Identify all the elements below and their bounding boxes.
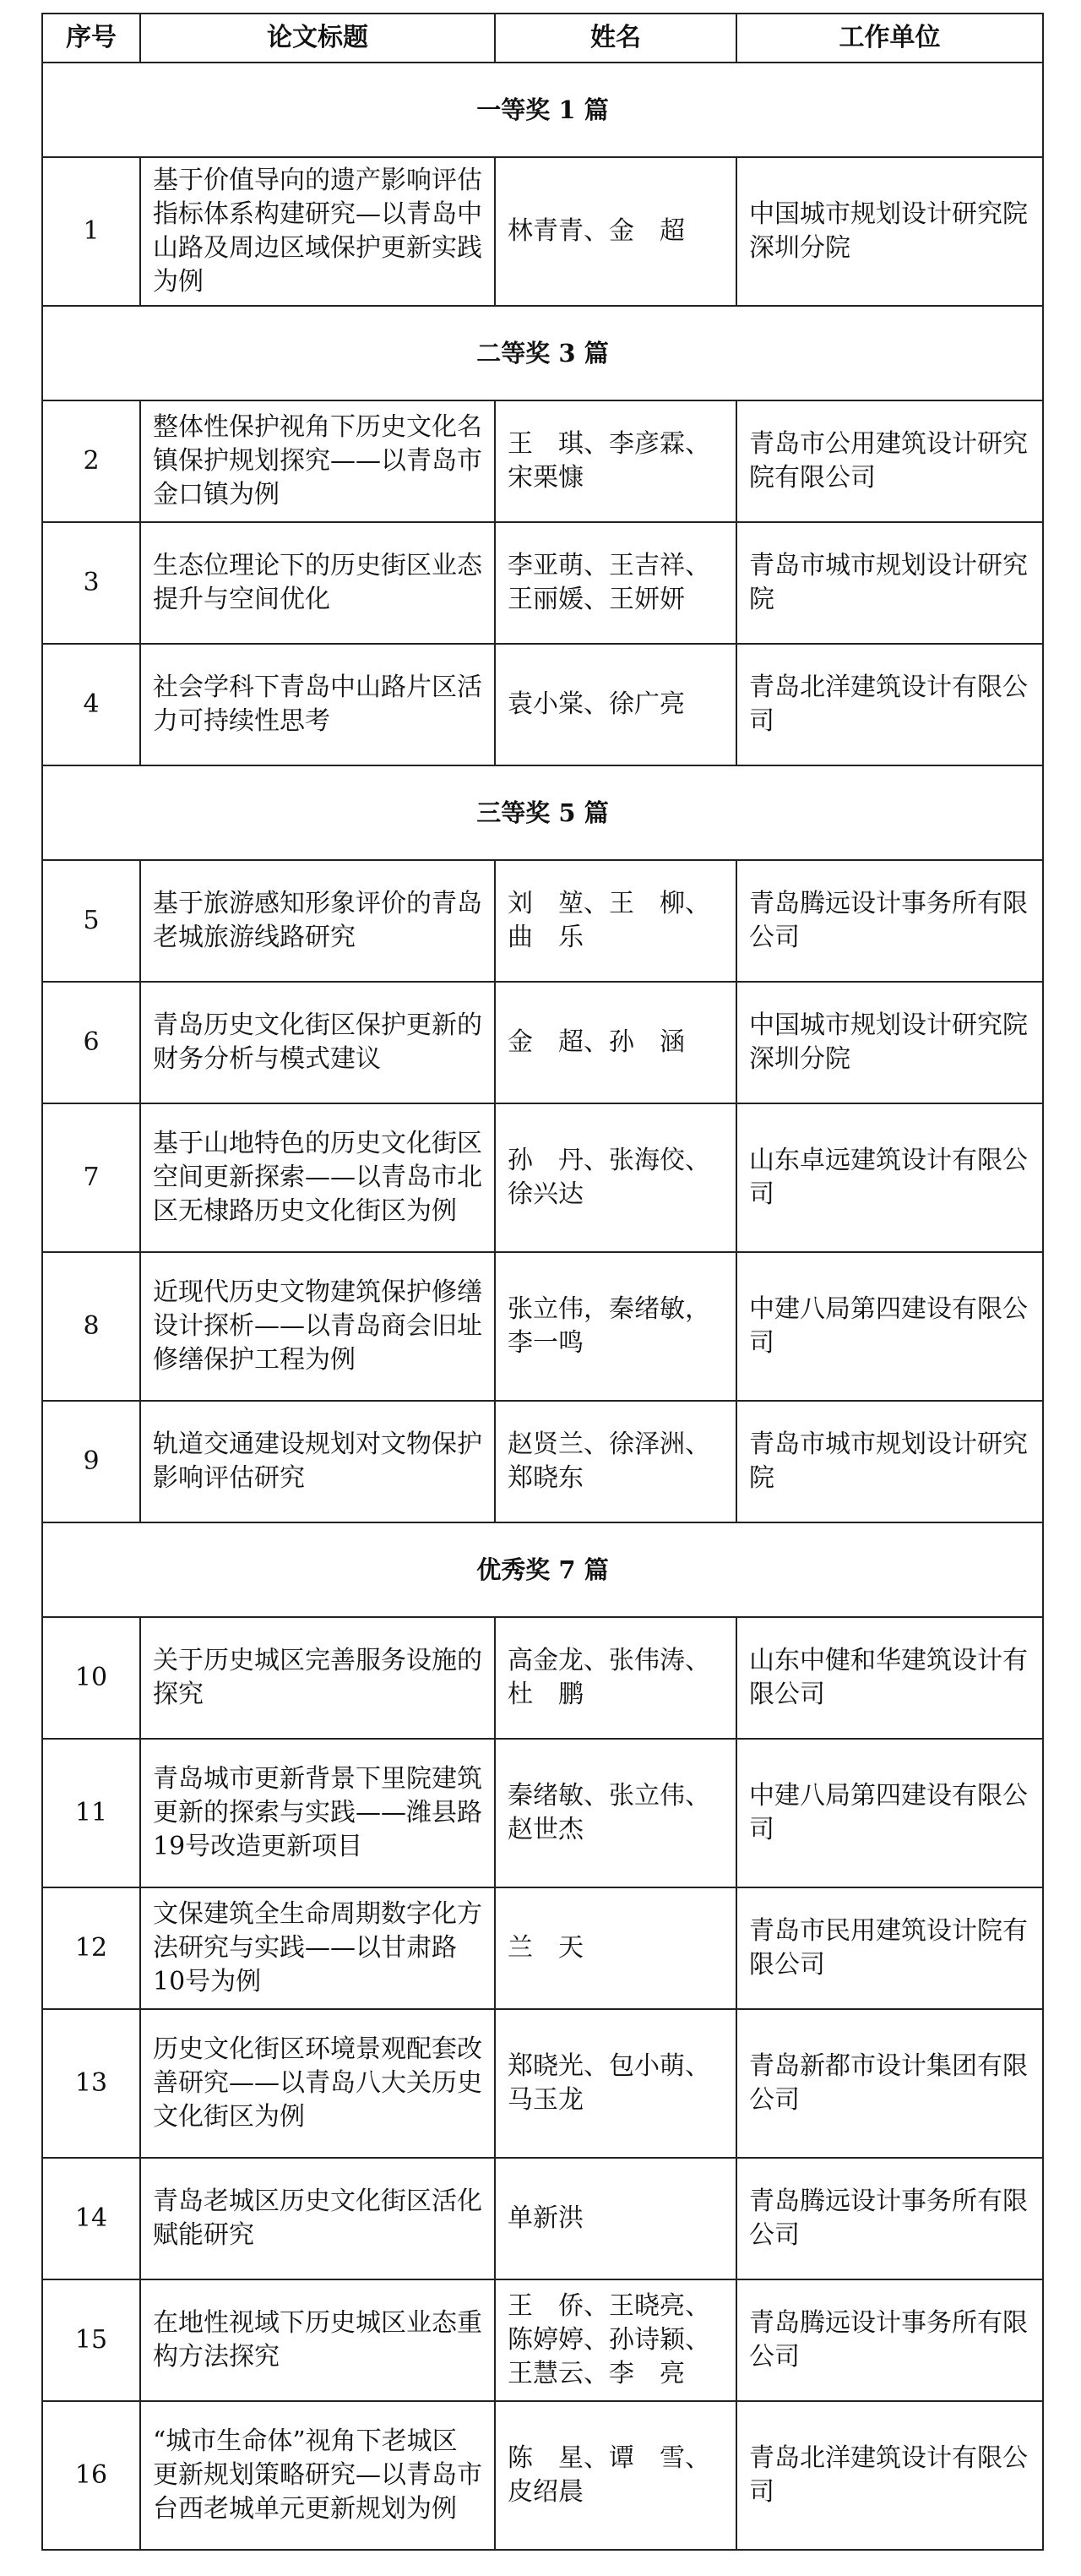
table-row bbox=[42, 860, 1043, 982]
row-no: 1 bbox=[42, 157, 140, 306]
row-no: 5 bbox=[42, 860, 140, 982]
section-label: 优秀奖 bbox=[476, 1555, 551, 1584]
row-org: 中国城市规划设计研究院深圳分院 bbox=[736, 982, 1043, 1103]
row-no: 3 bbox=[42, 522, 140, 644]
row-title: 关于历史城区完善服务设施的探究 bbox=[140, 1617, 495, 1739]
row-org: 中国城市规划设计研究院深圳分院 bbox=[736, 157, 1043, 306]
row-org: 青岛市城市规划设计研究院 bbox=[736, 522, 1043, 644]
section-label: 一等奖 bbox=[476, 95, 551, 124]
awards-table bbox=[41, 13, 1044, 2551]
section-first-prize bbox=[42, 63, 1043, 157]
row-names: 高金龙、张伟涛、杜 鹏 bbox=[495, 1617, 736, 1739]
table-row bbox=[42, 400, 1043, 522]
row-names: 单新洪 bbox=[495, 2158, 736, 2279]
row-title: 社会学科下青岛中山路片区活力可持续性思考 bbox=[140, 644, 495, 765]
row-title: 近现代历史文物建筑保护修缮设计探析——以青岛商会旧址修缮保护工程为例 bbox=[140, 1252, 495, 1401]
row-title: 青岛老城区历史文化街区活化赋能研究 bbox=[140, 2158, 495, 2279]
row-title: 在地性视域下历史城区业态重构方法探究 bbox=[140, 2279, 495, 2401]
row-title: 基于价值导向的遗产影响评估指标体系构建研究—以青岛中山路及周边区域保护更新实践为例 bbox=[140, 157, 495, 306]
row-names: 李亚萌、王吉祥、王丽媛、王妍妍 bbox=[495, 522, 736, 644]
header-no: 序号 bbox=[42, 14, 140, 63]
section-count: 3 bbox=[558, 339, 576, 368]
table-row bbox=[42, 1401, 1043, 1522]
section-excellence-prize bbox=[42, 1522, 1043, 1617]
row-names: 刘 堃、王 柳、曲 乐 bbox=[495, 860, 736, 982]
section-label: 二等奖 bbox=[476, 339, 551, 368]
row-org: 中建八局第四建设有限公司 bbox=[736, 1252, 1043, 1401]
row-names: 王 琪、李彦霖、宋栗慷 bbox=[495, 400, 736, 522]
row-title: 历史文化街区环境景观配套改善研究——以青岛八大关历史文化街区为例 bbox=[140, 2009, 495, 2158]
table-row bbox=[42, 1103, 1043, 1252]
section-third-prize bbox=[42, 765, 1043, 860]
table-row bbox=[42, 1887, 1043, 2009]
table-row bbox=[42, 2401, 1043, 2550]
row-org: 青岛北洋建筑设计有限公司 bbox=[736, 2401, 1043, 2550]
table-row bbox=[42, 982, 1043, 1103]
row-no: 8 bbox=[42, 1252, 140, 1401]
row-no: 12 bbox=[42, 1887, 140, 2009]
table-row bbox=[42, 2158, 1043, 2279]
row-title: 整体性保护视角下历史文化名镇保护规划探究——以青岛市金口镇为例 bbox=[140, 400, 495, 522]
table-row bbox=[42, 1252, 1043, 1401]
row-no: 15 bbox=[42, 2279, 140, 2401]
row-title: 轨道交通建设规划对文物保护影响评估研究 bbox=[140, 1401, 495, 1522]
header-title: 论文标题 bbox=[140, 14, 495, 63]
row-no: 10 bbox=[42, 1617, 140, 1739]
row-org: 青岛腾远设计事务所有限公司 bbox=[736, 2158, 1043, 2279]
section-label: 三等奖 bbox=[476, 798, 551, 827]
row-no: 6 bbox=[42, 982, 140, 1103]
table-row bbox=[42, 1617, 1043, 1739]
row-org: 山东中健和华建筑设计有限公司 bbox=[736, 1617, 1043, 1739]
row-title: 文保建筑全生命周期数字化方法研究与实践——以甘肃路10号为例 bbox=[140, 1887, 495, 2009]
row-no: 13 bbox=[42, 2009, 140, 2158]
header-name: 姓名 bbox=[495, 14, 736, 63]
row-title: 青岛历史文化街区保护更新的财务分析与模式建议 bbox=[140, 982, 495, 1103]
row-title: 生态位理论下的历史街区业态提升与空间优化 bbox=[140, 522, 495, 644]
row-no: 16 bbox=[42, 2401, 140, 2550]
table-row bbox=[42, 2009, 1043, 2158]
row-no: 4 bbox=[42, 644, 140, 765]
row-names: 孙 丹、张海佼、徐兴达 bbox=[495, 1103, 736, 1252]
section-unit: 篇 bbox=[584, 1555, 609, 1584]
row-org: 青岛市公用建筑设计研究院有限公司 bbox=[736, 400, 1043, 522]
row-names: 袁小棠、徐广亮 bbox=[495, 644, 736, 765]
row-no: 14 bbox=[42, 2158, 140, 2279]
table-row bbox=[42, 644, 1043, 765]
section-unit: 篇 bbox=[584, 798, 609, 827]
header-org: 工作单位 bbox=[736, 14, 1043, 63]
row-names: 赵贤兰、徐泽洲、郑晓东 bbox=[495, 1401, 736, 1522]
row-org: 山东卓远建筑设计有限公司 bbox=[736, 1103, 1043, 1252]
row-names: 郑晓光、包小萌、马玉龙 bbox=[495, 2009, 736, 2158]
row-title: 基于山地特色的历史文化街区空间更新探索——以青岛市北区无棣路历史文化街区为例 bbox=[140, 1103, 495, 1252]
row-names: 金 超、孙 涵 bbox=[495, 982, 736, 1103]
row-names: 秦绪敏、张立伟、赵世杰 bbox=[495, 1739, 736, 1887]
section-count: 5 bbox=[558, 798, 576, 827]
section-count: 1 bbox=[558, 95, 576, 124]
row-org: 青岛腾远设计事务所有限公司 bbox=[736, 860, 1043, 982]
row-names: 林青青、金 超 bbox=[495, 157, 736, 306]
row-org: 中建八局第四建设有限公司 bbox=[736, 1739, 1043, 1887]
row-org: 青岛市城市规划设计研究院 bbox=[736, 1401, 1043, 1522]
row-no: 2 bbox=[42, 400, 140, 522]
row-names: 王 侨、王晓亮、陈婷婷、孙诗颖、王慧云、李 亮 bbox=[495, 2279, 736, 2401]
row-org: 青岛腾远设计事务所有限公司 bbox=[736, 2279, 1043, 2401]
row-no: 7 bbox=[42, 1103, 140, 1252]
row-title: 基于旅游感知形象评价的青岛老城旅游线路研究 bbox=[140, 860, 495, 982]
section-unit: 篇 bbox=[584, 339, 609, 368]
row-org: 青岛市民用建筑设计院有限公司 bbox=[736, 1887, 1043, 2009]
section-unit: 篇 bbox=[584, 95, 609, 124]
table-header bbox=[42, 14, 1043, 63]
table-row bbox=[42, 522, 1043, 644]
table-row bbox=[42, 1739, 1043, 1887]
row-org: 青岛北洋建筑设计有限公司 bbox=[736, 644, 1043, 765]
section-second-prize bbox=[42, 306, 1043, 400]
section-count: 7 bbox=[558, 1555, 576, 1584]
table-row bbox=[42, 157, 1043, 306]
row-names: 张立伟，秦绪敏，李一鸣 bbox=[495, 1252, 736, 1401]
row-names: 兰 天 bbox=[495, 1887, 736, 2009]
row-title: 青岛城市更新背景下里院建筑更新的探索与实践——潍县路19号改造更新项目 bbox=[140, 1739, 495, 1887]
row-org: 青岛新都市设计集团有限公司 bbox=[736, 2009, 1043, 2158]
row-names: 陈 星、谭 雪、皮绍晨 bbox=[495, 2401, 736, 2550]
row-no: 11 bbox=[42, 1739, 140, 1887]
row-no: 9 bbox=[42, 1401, 140, 1522]
table-row bbox=[42, 2279, 1043, 2401]
row-title: “城市生命体”视角下老城区更新规划策略研究—以青岛市台西老城单元更新规划为例 bbox=[140, 2401, 495, 2550]
